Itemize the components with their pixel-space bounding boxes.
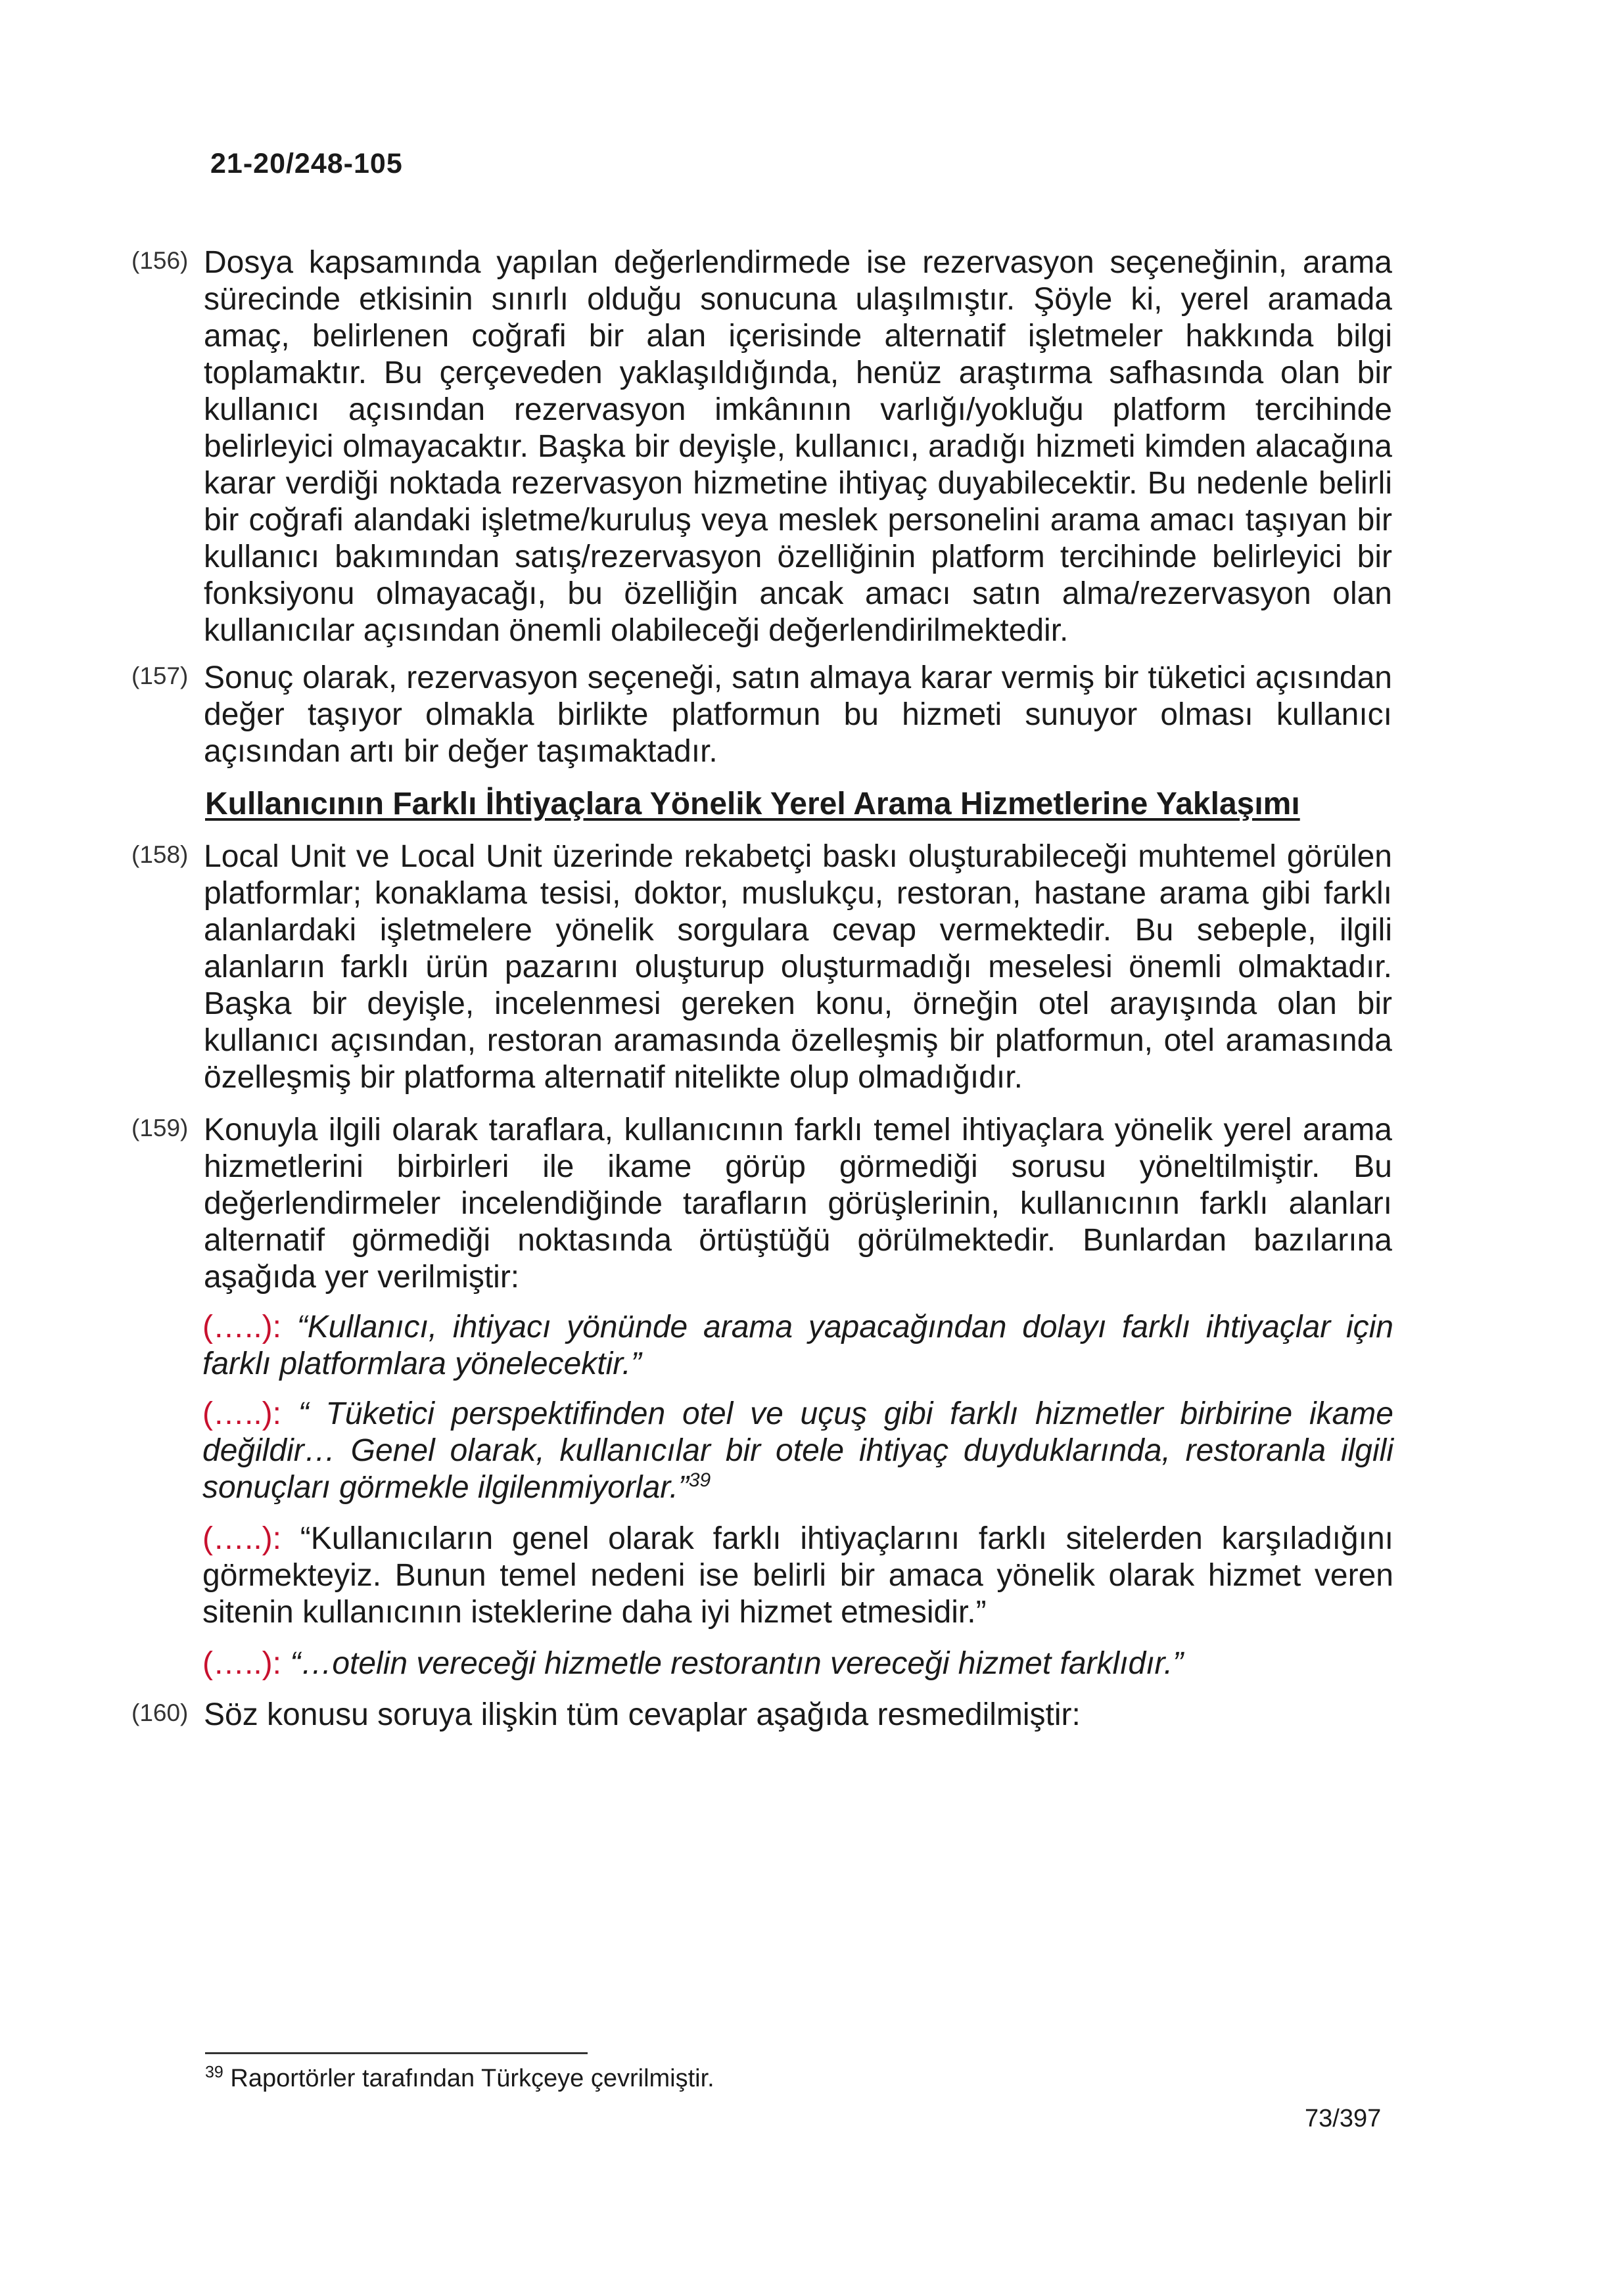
footnote-reference: 39 — [688, 1469, 711, 1491]
paragraph-text: Sonuç olarak, rezervasyon seçeneği, satın almaya karar vermiş bir tüketici açısından değer taşıyor olmakla birlikte platformun bu hizmeti sunuyor olması kullanıcı açısından artı bir değer taşımaktadır. — [204, 660, 1392, 769]
paragraph-158 — [131, 838, 1420, 1096]
page-number: 73/397 — [1305, 2105, 1382, 2132]
paragraph-number: (156) — [131, 247, 189, 274]
quote-text: “ Tüketici perspektifinden otel ve uçuş gibi farklı hizmetler birbirine ikame değildir… Genel olarak, kullanıcılar bir otele ihtiyaç duyduklarında, restoranla ilgili sonuçları görmekle ilgilenmiyorlar.” — [202, 1396, 1393, 1505]
document-number: 21-20/248-105 — [210, 148, 403, 179]
paragraph-number: (158) — [131, 841, 189, 868]
footnote-marker: 39 — [205, 2063, 223, 2082]
quote-4 — [202, 1645, 1393, 1682]
quote-1 — [202, 1309, 1393, 1383]
paragraph-160 — [131, 1697, 1420, 1733]
quote-text: “Kullanıcı, ihtiyacı yönünde arama yapacağından dolayı farklı ihtiyaçlar için farklı platformlara yönelecektir.” — [202, 1310, 1393, 1381]
quote-3 — [202, 1521, 1393, 1631]
paragraph-text: Konuyla ilgili olarak taraflara, kullanıcının farklı temel ihtiyaçlara yönelik yerel arama hizmetlerini birbirleri ile ikame görüp görmediği sorusu yöneltilmiştir. Bu değerlendirmeler incelendiğinde tarafların görüşlerinin, kullanıcının farklı alanları alternatif görmediği noktasında örtüştüğü görülmektedir. Bunlardan bazılarına aşağıda yer verilmiştir: — [204, 1113, 1392, 1295]
paragraph-text: Söz konusu soruya ilişkin tüm cevaplar aşağıda resmedilmiştir: — [204, 1697, 1081, 1732]
quote-text: “Kullanıcıların genel olarak farklı ihtiyaçlarını farklı sitelerden karşıladığını görmekteyiz. Bunun temel nedeni ise belirli bir amaca yönelik olarak hizmet veren sitenin kullanıcının isteklerine daha iyi hizmet etmesidir.” — [202, 1521, 1393, 1630]
quote-source: (…..): — [202, 1521, 281, 1556]
footnote — [205, 2063, 714, 2094]
paragraph-number: (159) — [131, 1114, 189, 1141]
quote-source: (…..): — [202, 1646, 281, 1681]
paragraph-number: (160) — [131, 1699, 189, 1726]
footnote-text: Raportörler tarafından Türkçeye çevrilmiştir. — [230, 2065, 714, 2092]
paragraph-text: Dosya kapsamında yapılan değerlendirmede ise rezervasyon seçeneğinin, arama sürecinde etkisinin sınırlı olduğu sonucuna ulaşılmıştır. Şöyle ki, yerel aramada amaç, belirlenen coğrafi bir alan içerisinde alternatif işletmeler hakkında bilgi toplamaktır. Bu çerçeveden yaklaşıldığında, henüz araştırma safhasında olan bir kullanıcı açısından rezervasyon imkânının varlığı/yokluğu platform tercihinde belirleyici olmayacaktır. Başka bir deyişle, kullanıcı, aradığı hizmeti kimden alacağına karar verdiği noktada rezervasyon hizmetine ihtiyaç duyabilecektir. Bu nedenle belirli bir coğrafi alandaki işletme/kuruluş veya meslek personelini arama amacı taşıyan bir kullanıcı bakımından satış/rezervasyon özelliğinin platform tercihinde belirleyici bir fonksiyonu olmayacağı, bu özelliğin ancak amacı satın alma/rezervasyon olan kullanıcılar açısından önemli olabileceği değerlendirilmektedir. — [204, 245, 1392, 648]
quote-source: (…..): — [202, 1396, 281, 1431]
footnote-separator — [205, 2052, 588, 2054]
quote-source: (…..): — [202, 1310, 281, 1344]
paragraph-text: Local Unit ve Local Unit üzerinde rekabetçi baskı oluşturabileceği muhtemel görülen platformlar; konaklama tesisi, doktor, muslukçu, restoran, hastane arama gibi farklı alanlardaki işletmelere yönelik sorgulara cevap vermektedir. Bu sebeple, ilgili alanların farklı ürün pazarını oluşturup oluşturmadığı meselesi önemli olmaktadır. Başka bir deyişle, incelenmesi gereken konu, örneğin otel arayışında olan bir kullanıcı açısından, restoran aramasında özelleşmiş bir platformun, otel aramasında özelleşmiş bir platforma alternatif nitelikte olup olmadığıdır. — [204, 839, 1392, 1095]
paragraph-159 — [131, 1112, 1420, 1296]
quote-2 — [202, 1396, 1393, 1506]
section-heading: Kullanıcının Farklı İhtiyaçlara Yönelik Yerel Arama Hizmetlerine Yaklaşımı — [205, 787, 1300, 821]
paragraph-number: (157) — [131, 662, 189, 689]
quote-text: “…otelin vereceği hizmetle restorantın vereceği hizmet farklıdır.” — [290, 1646, 1184, 1681]
paragraph-156 — [131, 244, 1420, 649]
paragraph-157 — [131, 660, 1420, 770]
